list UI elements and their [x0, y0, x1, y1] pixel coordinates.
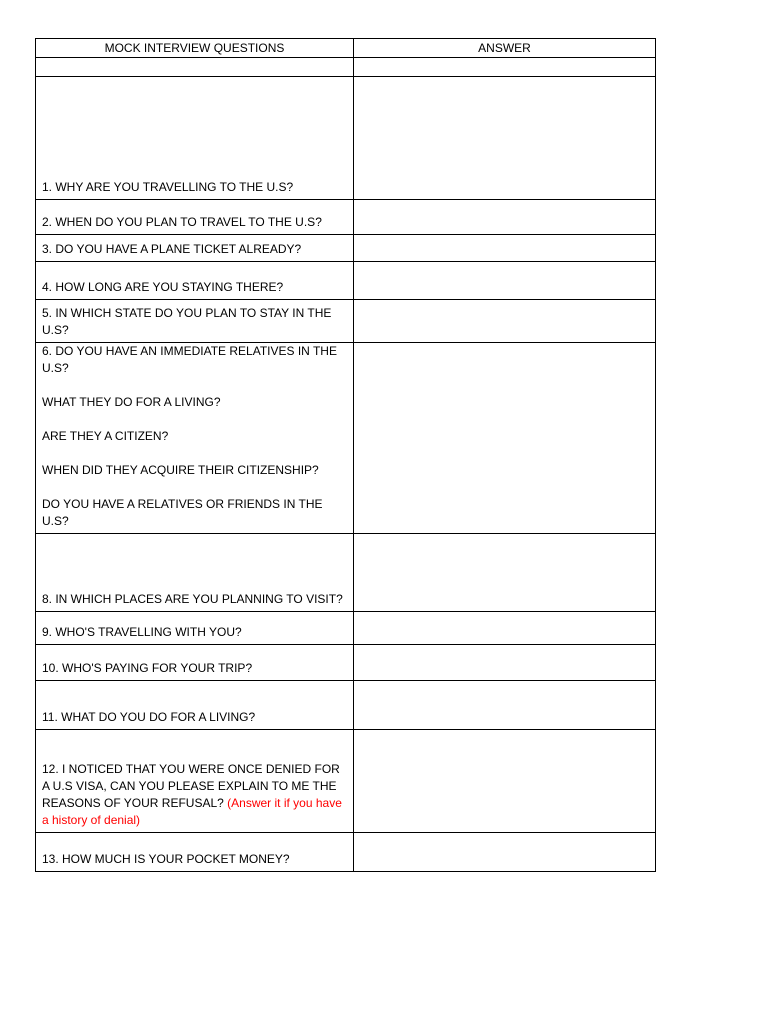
answer-cell-8[interactable]: [354, 534, 656, 612]
blank-cell: [36, 58, 354, 77]
question-6-sub-citizenship-date: WHEN DID THEY ACQUIRE THEIR CITIZENSHIP?: [42, 463, 319, 477]
question-1: 1. WHY ARE YOU TRAVELLING TO THE U.S?: [36, 77, 354, 200]
answer-cell-10[interactable]: [354, 645, 656, 681]
answer-cell-6[interactable]: [354, 343, 656, 534]
header-row: [36, 39, 656, 58]
question-6-sub-relatives: DO YOU HAVE A RELATIVES OR FRIENDS IN THE U.S?: [42, 497, 323, 528]
question-4: 4. HOW LONG ARE YOU STAYING THERE?: [36, 262, 354, 300]
question-10: 10. WHO'S PAYING FOR YOUR TRIP?: [36, 645, 354, 681]
answer-column-header: ANSWER: [354, 39, 656, 58]
question-row-12: [36, 730, 656, 833]
blank-cell: [354, 58, 656, 77]
question-row-10: [36, 645, 656, 681]
question-row-2: [36, 200, 656, 235]
answer-cell-13[interactable]: [354, 833, 656, 872]
question-row-13: [36, 833, 656, 872]
question-row-5: [36, 300, 656, 343]
answer-cell-3[interactable]: [354, 235, 656, 262]
question-row-9: [36, 612, 656, 645]
question-6: 6. DO YOU HAVE AN IMMEDIATE RELATIVES IN THE U.S?: [42, 344, 337, 375]
question-row-6: [36, 343, 656, 534]
question-9: 9. WHO'S TRAVELLING WITH YOU?: [36, 612, 354, 645]
question-12-cell: [36, 730, 354, 833]
question-row-4: [36, 262, 656, 300]
questions-column-header: MOCK INTERVIEW QUESTIONS: [36, 39, 354, 58]
question-2: 2. WHEN DO YOU PLAN TO TRAVEL TO THE U.S?: [36, 200, 354, 235]
question-row-11: [36, 681, 656, 730]
question-8: 8. IN WHICH PLACES ARE YOU PLANNING TO VISIT?: [36, 534, 354, 612]
question-6-cell: [36, 343, 354, 534]
question-11: 11. WHAT DO YOU DO FOR A LIVING?: [36, 681, 354, 730]
blank-row: [36, 58, 656, 77]
answer-cell-4[interactable]: [354, 262, 656, 300]
question-6-sub-citizen: ARE THEY A CITIZEN?: [42, 429, 169, 443]
question-row-8: [36, 534, 656, 612]
question-12-note: (Answer it if you have a history of denial): [42, 796, 342, 827]
answer-cell-2[interactable]: [354, 200, 656, 235]
answer-cell-12[interactable]: [354, 730, 656, 833]
question-row-1: [36, 77, 656, 200]
answer-cell-5[interactable]: [354, 300, 656, 343]
question-3: 3. DO YOU HAVE A PLANE TICKET ALREADY?: [36, 235, 354, 262]
question-row-3: [36, 235, 656, 262]
question-6-sub-living: WHAT THEY DO FOR A LIVING?: [42, 395, 221, 409]
question-12: 12. I NOTICED THAT YOU WERE ONCE DENIED FOR A U.S VISA, CAN YOU PLEASE EXPLAIN TO ME THE REASONS OF YOUR REFUSAL?: [42, 762, 340, 810]
answer-cell-9[interactable]: [354, 612, 656, 645]
answer-cell-1[interactable]: [354, 77, 656, 200]
answer-cell-11[interactable]: [354, 681, 656, 730]
mock-interview-table: [35, 38, 656, 872]
question-5: 5. IN WHICH STATE DO YOU PLAN TO STAY IN THE U.S?: [36, 300, 354, 343]
question-13: 13. HOW MUCH IS YOUR POCKET MONEY?: [36, 833, 354, 872]
